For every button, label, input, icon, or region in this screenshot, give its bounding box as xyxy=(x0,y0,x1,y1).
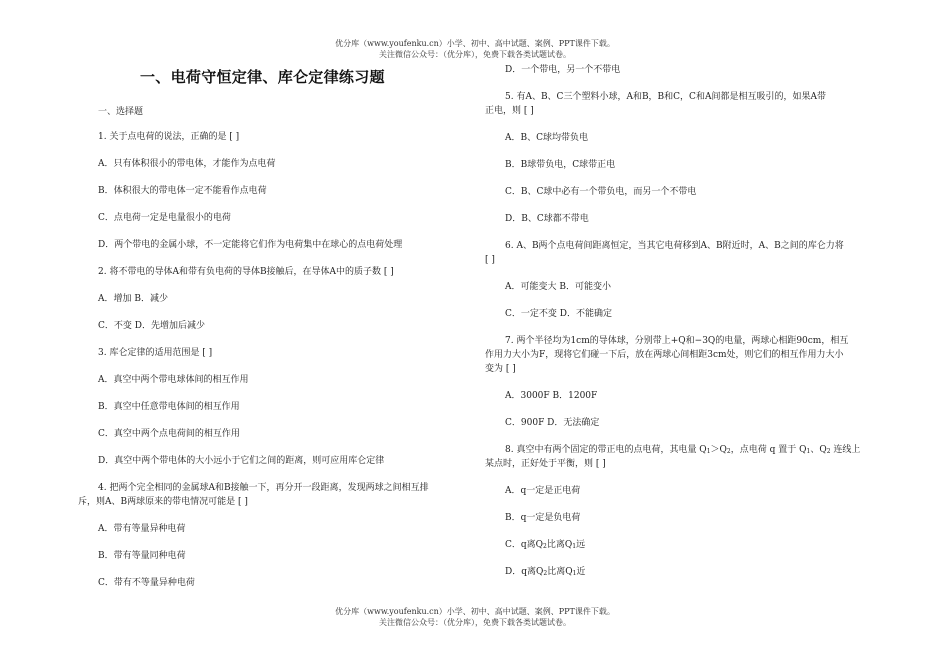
q8c-part-3: 远 xyxy=(576,540,586,550)
q8-option-b: B．q一定是负电荷 xyxy=(505,513,581,523)
question-3: 3. 库仑定律的适用范围是 [ ] xyxy=(98,348,213,358)
q8-text-part-5: 连线上 xyxy=(830,445,861,455)
question-7-line-2: 作用力大小为F，现将它们碰一下后，放在两球心间相距3cm处，则它们的相互作用力大小 xyxy=(485,350,844,360)
question-4-line-2: 斥，则A、B两球原来的带电情况可能是 [ ] xyxy=(78,497,248,507)
q8-option-d xyxy=(505,566,585,580)
q2-options-ab: A．增加 B．减少 xyxy=(98,294,168,304)
q1-option-d: D．两个带电的金属小球，不一定能将它们作为电荷集中在球心的点电荷处理 xyxy=(98,240,403,250)
q8d-part-2: 比离Q xyxy=(547,567,573,577)
q8-text-part-1: 8. 真空中有两个固定的带正电的点电荷，其电量 Q xyxy=(505,445,707,455)
q3-option-b: B．真空中任意带电体间的相互作用 xyxy=(98,402,240,412)
q6-options-ab: A．可能变大 B．可能变小 xyxy=(505,282,611,292)
q3-option-a: A．真空中两个带电球体间的相互作用 xyxy=(98,375,249,385)
question-5-line-2: 正电，则 [ ] xyxy=(485,106,534,116)
subscript-1: 1 xyxy=(572,570,577,577)
q1-option-b: B．体积很大的带电体一定不能看作点电荷 xyxy=(98,186,267,196)
question-6-line-1: 6. A、B两个点电荷间距离恒定，当其它电荷移到A、B附近时，A、B之间的库仑力将 xyxy=(505,241,844,251)
q5-option-c: C．B、C球中必有一个带负电，而另一个不带电 xyxy=(505,187,697,197)
subscript-2: 2 xyxy=(826,448,831,455)
q5-option-d: D．B、C球都不带电 xyxy=(505,214,589,224)
question-5-line-1: 5. 有A、B、C三个塑料小球，A和B，B和C，C和A间都是相互吸引的，如果A带 xyxy=(505,92,826,102)
q1-option-c: C．点电荷一定是电量很小的电荷 xyxy=(98,213,231,223)
q7-options-ab: A．3000F B．1200F xyxy=(505,391,598,401)
question-1: 1. 关于点电荷的说法，正确的是 [ ] xyxy=(98,132,240,142)
q3-option-c: C．真空中两个点电荷间的相互作用 xyxy=(98,429,240,439)
q2-options-cd: C．不变 D．先增加后减少 xyxy=(98,321,205,331)
section-heading: 一、选择题 xyxy=(98,107,144,117)
subscript-1: 1 xyxy=(706,448,711,455)
subscript-2: 2 xyxy=(726,448,731,455)
q4-option-d: D．一个带电，另一个不带电 xyxy=(505,65,621,75)
q3-option-d: D．真空中两个带电体的大小远小于它们之间的距离，则可应用库仑定律 xyxy=(98,456,385,466)
q4-option-a: A．带有等量异种电荷 xyxy=(98,524,186,534)
q8d-part-1: D．q离Q xyxy=(505,567,544,577)
question-2: 2. 将不带电的导体A和带有负电荷的导体B接触后，在导体A中的质子数 [ ] xyxy=(98,267,394,277)
q8c-part-1: C．q离Q xyxy=(505,540,544,550)
q1-option-a: A．只有体积很小的带电体，才能作为点电荷 xyxy=(98,159,276,169)
page-footer xyxy=(0,606,950,628)
page-title: 一、电荷守恒定律、库仑定律练习题 xyxy=(140,68,385,86)
footer-line-2: 关注微信公众号：（优分库），免费下载各类试题试卷。 xyxy=(379,618,571,627)
q7-options-cd: C．900F D．无法确定 xyxy=(505,418,600,428)
q8-text-part-3: ，点电荷 q 置于 Q xyxy=(730,445,807,455)
subscript-2: 2 xyxy=(543,570,548,577)
subscript-2: 2 xyxy=(543,543,547,550)
question-8-line-1 xyxy=(505,444,875,458)
question-7-line-1: 7. 两个半径均为1cm的导体球，分别带上+Q和−3Q的电量，两球心相距90cm，相互 xyxy=(505,336,849,346)
subscript-1: 1 xyxy=(572,543,577,550)
left-column xyxy=(78,0,468,672)
q4-option-b: B．带有等量同种电荷 xyxy=(98,551,186,561)
q8-text-part-4: 、Q xyxy=(810,445,827,455)
q5-option-a: A．B、C球均带负电 xyxy=(505,133,588,143)
q8-option-c xyxy=(505,539,585,553)
q8-option-a: A．q一定是正电荷 xyxy=(505,486,581,496)
q5-option-b: B．B球带负电，C球带正电 xyxy=(505,160,616,170)
q4-option-c: C．带有不等量异种电荷 xyxy=(98,578,195,588)
subscript-1: 1 xyxy=(806,448,811,455)
question-8-line-2: 某点时，正好处于平衡，则 [ ] xyxy=(485,459,606,469)
header-line-2: 关注微信公众号：（优分库），免费下载各类试题试卷。 xyxy=(379,50,571,59)
q6-options-cd: C．一定不变 D．不能确定 xyxy=(505,309,612,319)
question-4-line-1: 4. 把两个完全相同的金属球A和B接触一下，再分开一段距离，发现两球之间相互排 xyxy=(98,483,429,493)
footer-line-1: 优分库（www.youfenku.cn）小学、初中、高中试题、案例、PPT课件下载。 xyxy=(335,607,615,616)
question-7-line-3: 变为 [ ] xyxy=(485,364,516,374)
q8d-part-3: 近 xyxy=(576,567,586,577)
q8-text-part-2: ＞Q xyxy=(710,445,727,455)
header-line-1: 优分库（www.youfenku.cn）小学、初中、高中试题、案例、PPT课件下载。 xyxy=(335,39,615,48)
q8c-part-2: 比离Q xyxy=(546,540,573,550)
right-column xyxy=(485,0,875,672)
question-6-line-2: [ ] xyxy=(485,255,495,265)
